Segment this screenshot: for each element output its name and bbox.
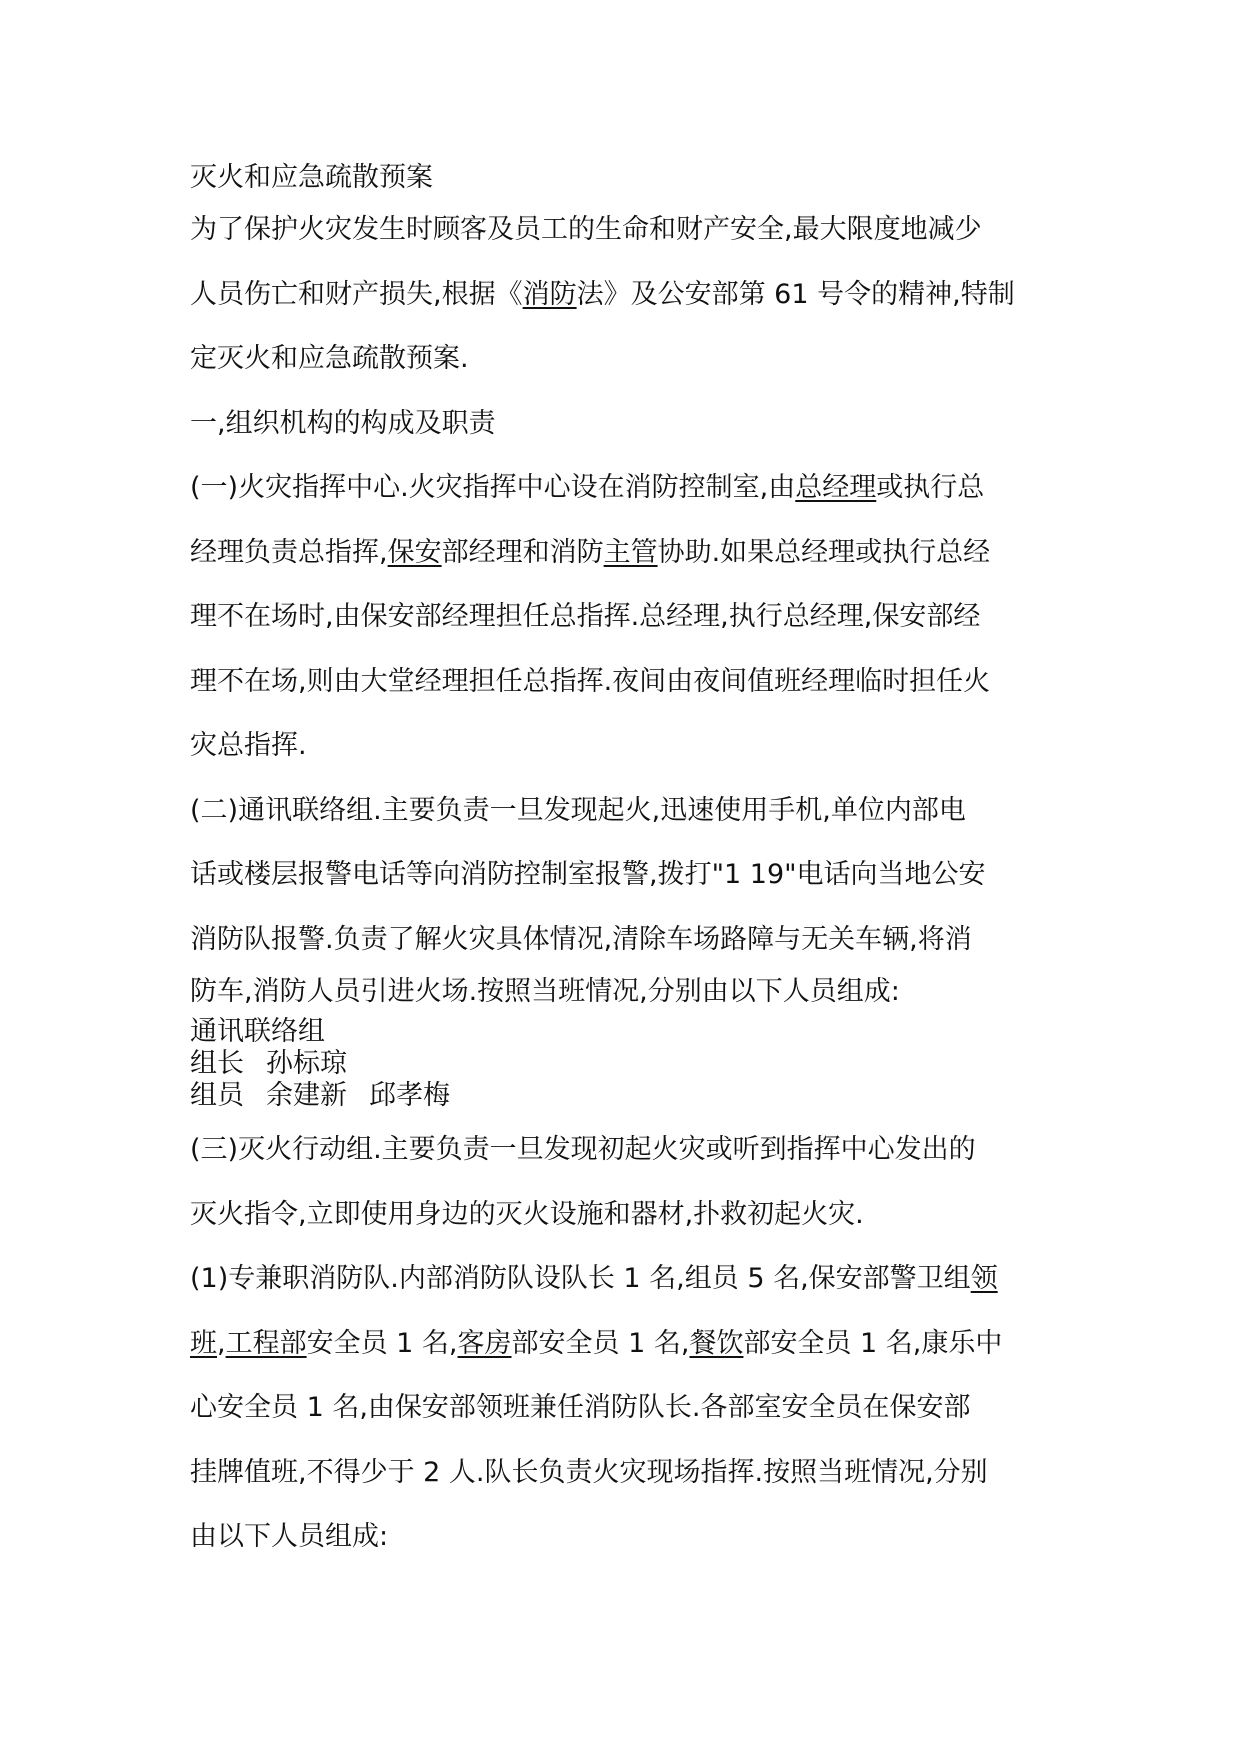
part2-line-4: 防车,消防人员引进火场.按照当班情况,分别由以下人员组成: bbox=[190, 976, 900, 1007]
underlined-term-ling: 领 bbox=[970, 1263, 998, 1294]
underlined-term-security: 保安 bbox=[387, 536, 442, 568]
group-name: 通讯联络组 bbox=[190, 1016, 325, 1047]
underlined-term-supervisor: 主管 bbox=[603, 536, 658, 568]
part1-line-2: 经理负责总指挥,保安部经理和消防主管协助.如果总经理或执行总经 bbox=[190, 536, 991, 568]
part4-paragraph bbox=[190, 1247, 1070, 1570]
group-member-2: 邱孝梅 bbox=[369, 1080, 450, 1111]
part4-line-4: 挂牌值班,不得少于 2 人.队长负责火灾现场指挥.按照当班情况,分别 bbox=[190, 1456, 988, 1488]
document-body bbox=[190, 158, 1070, 1570]
intro-line-1: 为了保护火灾发生时顾客及员工的生命和财产安全,最大限度地减少 bbox=[190, 214, 982, 245]
part4-line-2: 班,工程部安全员 1 名,客房部安全员 1 名,餐饮部安全员 1 名,康乐中 bbox=[190, 1327, 1003, 1359]
part2-line-3: 消防队报警.负责了解火灾具体情况,清除车场路障与无关车辆,将消 bbox=[190, 923, 972, 955]
part1-paragraph bbox=[190, 456, 1070, 779]
intro-paragraph bbox=[190, 198, 1070, 392]
group-members-row: 组员 余建新 邱孝梅 bbox=[190, 1080, 450, 1111]
underlined-term-general-manager: 总经理 bbox=[795, 472, 877, 503]
underlined-term-ban: 班 bbox=[190, 1327, 217, 1359]
part2-line-1: (二)通讯联络组.主要负责一旦发现起火,迅速使用手机,单位内部电 bbox=[190, 794, 966, 826]
part2-line-2: 话或楼层报警电话等向消防控制室报警,拨打"1 19"电话向当地公安 bbox=[190, 859, 986, 890]
part1-line-3: 理不在场时,由保安部经理担任总指挥.总经理,执行总经理,保安部经 bbox=[190, 601, 981, 632]
group-roster bbox=[190, 1016, 1070, 1112]
part1-line-4: 理不在场,则由大堂经理担任总指挥.夜间由夜间值班经理临时担任火 bbox=[190, 665, 991, 697]
part3-line-1: (三)灭火行动组.主要负责一旦发现初起火灾或听到指挥中心发出的 bbox=[190, 1134, 976, 1165]
document-title: 灭火和应急疏散预案 bbox=[190, 162, 433, 193]
part1-line-5: 灾总指挥. bbox=[190, 730, 307, 761]
part3-paragraph bbox=[190, 1118, 1070, 1247]
part1-line-1: (一)火灾指挥中心.火灾指挥中心设在消防控制室,由总经理或执行总 bbox=[190, 472, 985, 503]
underlined-term-xiaofang: 消防 bbox=[522, 278, 577, 310]
part3-line-2: 灭火指令,立即使用身边的灭火设施和器材,扑救初起火灾. bbox=[190, 1198, 864, 1230]
part4-line-3: 心安全员 1 名,由保安部领班兼任消防队长.各部室安全员在保安部 bbox=[190, 1392, 971, 1423]
section-heading-1: 一,组织机构的构成及职责 bbox=[190, 407, 496, 439]
group-leader-row: 组长 孙标琼 bbox=[190, 1048, 347, 1079]
part4-line-1: (1)专兼职消防队.内部消防队设队长 1 名,组员 5 名,保安部警卫组领 bbox=[190, 1263, 998, 1294]
group-leader-name: 孙标琼 bbox=[266, 1048, 347, 1079]
part2-paragraph bbox=[190, 779, 1070, 1017]
intro-line-2: 人员伤亡和财产损失,根据《消防法》及公安部第 61 号令的精神,特制 bbox=[190, 278, 1015, 310]
underlined-term-engineering: 工程部 bbox=[225, 1327, 307, 1359]
group-member-1: 余建新 bbox=[266, 1080, 347, 1111]
underlined-term-housekeeping: 客房 bbox=[457, 1327, 512, 1359]
part4-line-5: 由以下人员组成: bbox=[190, 1521, 389, 1552]
underlined-term-catering: 餐饮 bbox=[689, 1327, 744, 1359]
intro-line-3: 定灭火和应急疏散预案. bbox=[190, 343, 469, 374]
